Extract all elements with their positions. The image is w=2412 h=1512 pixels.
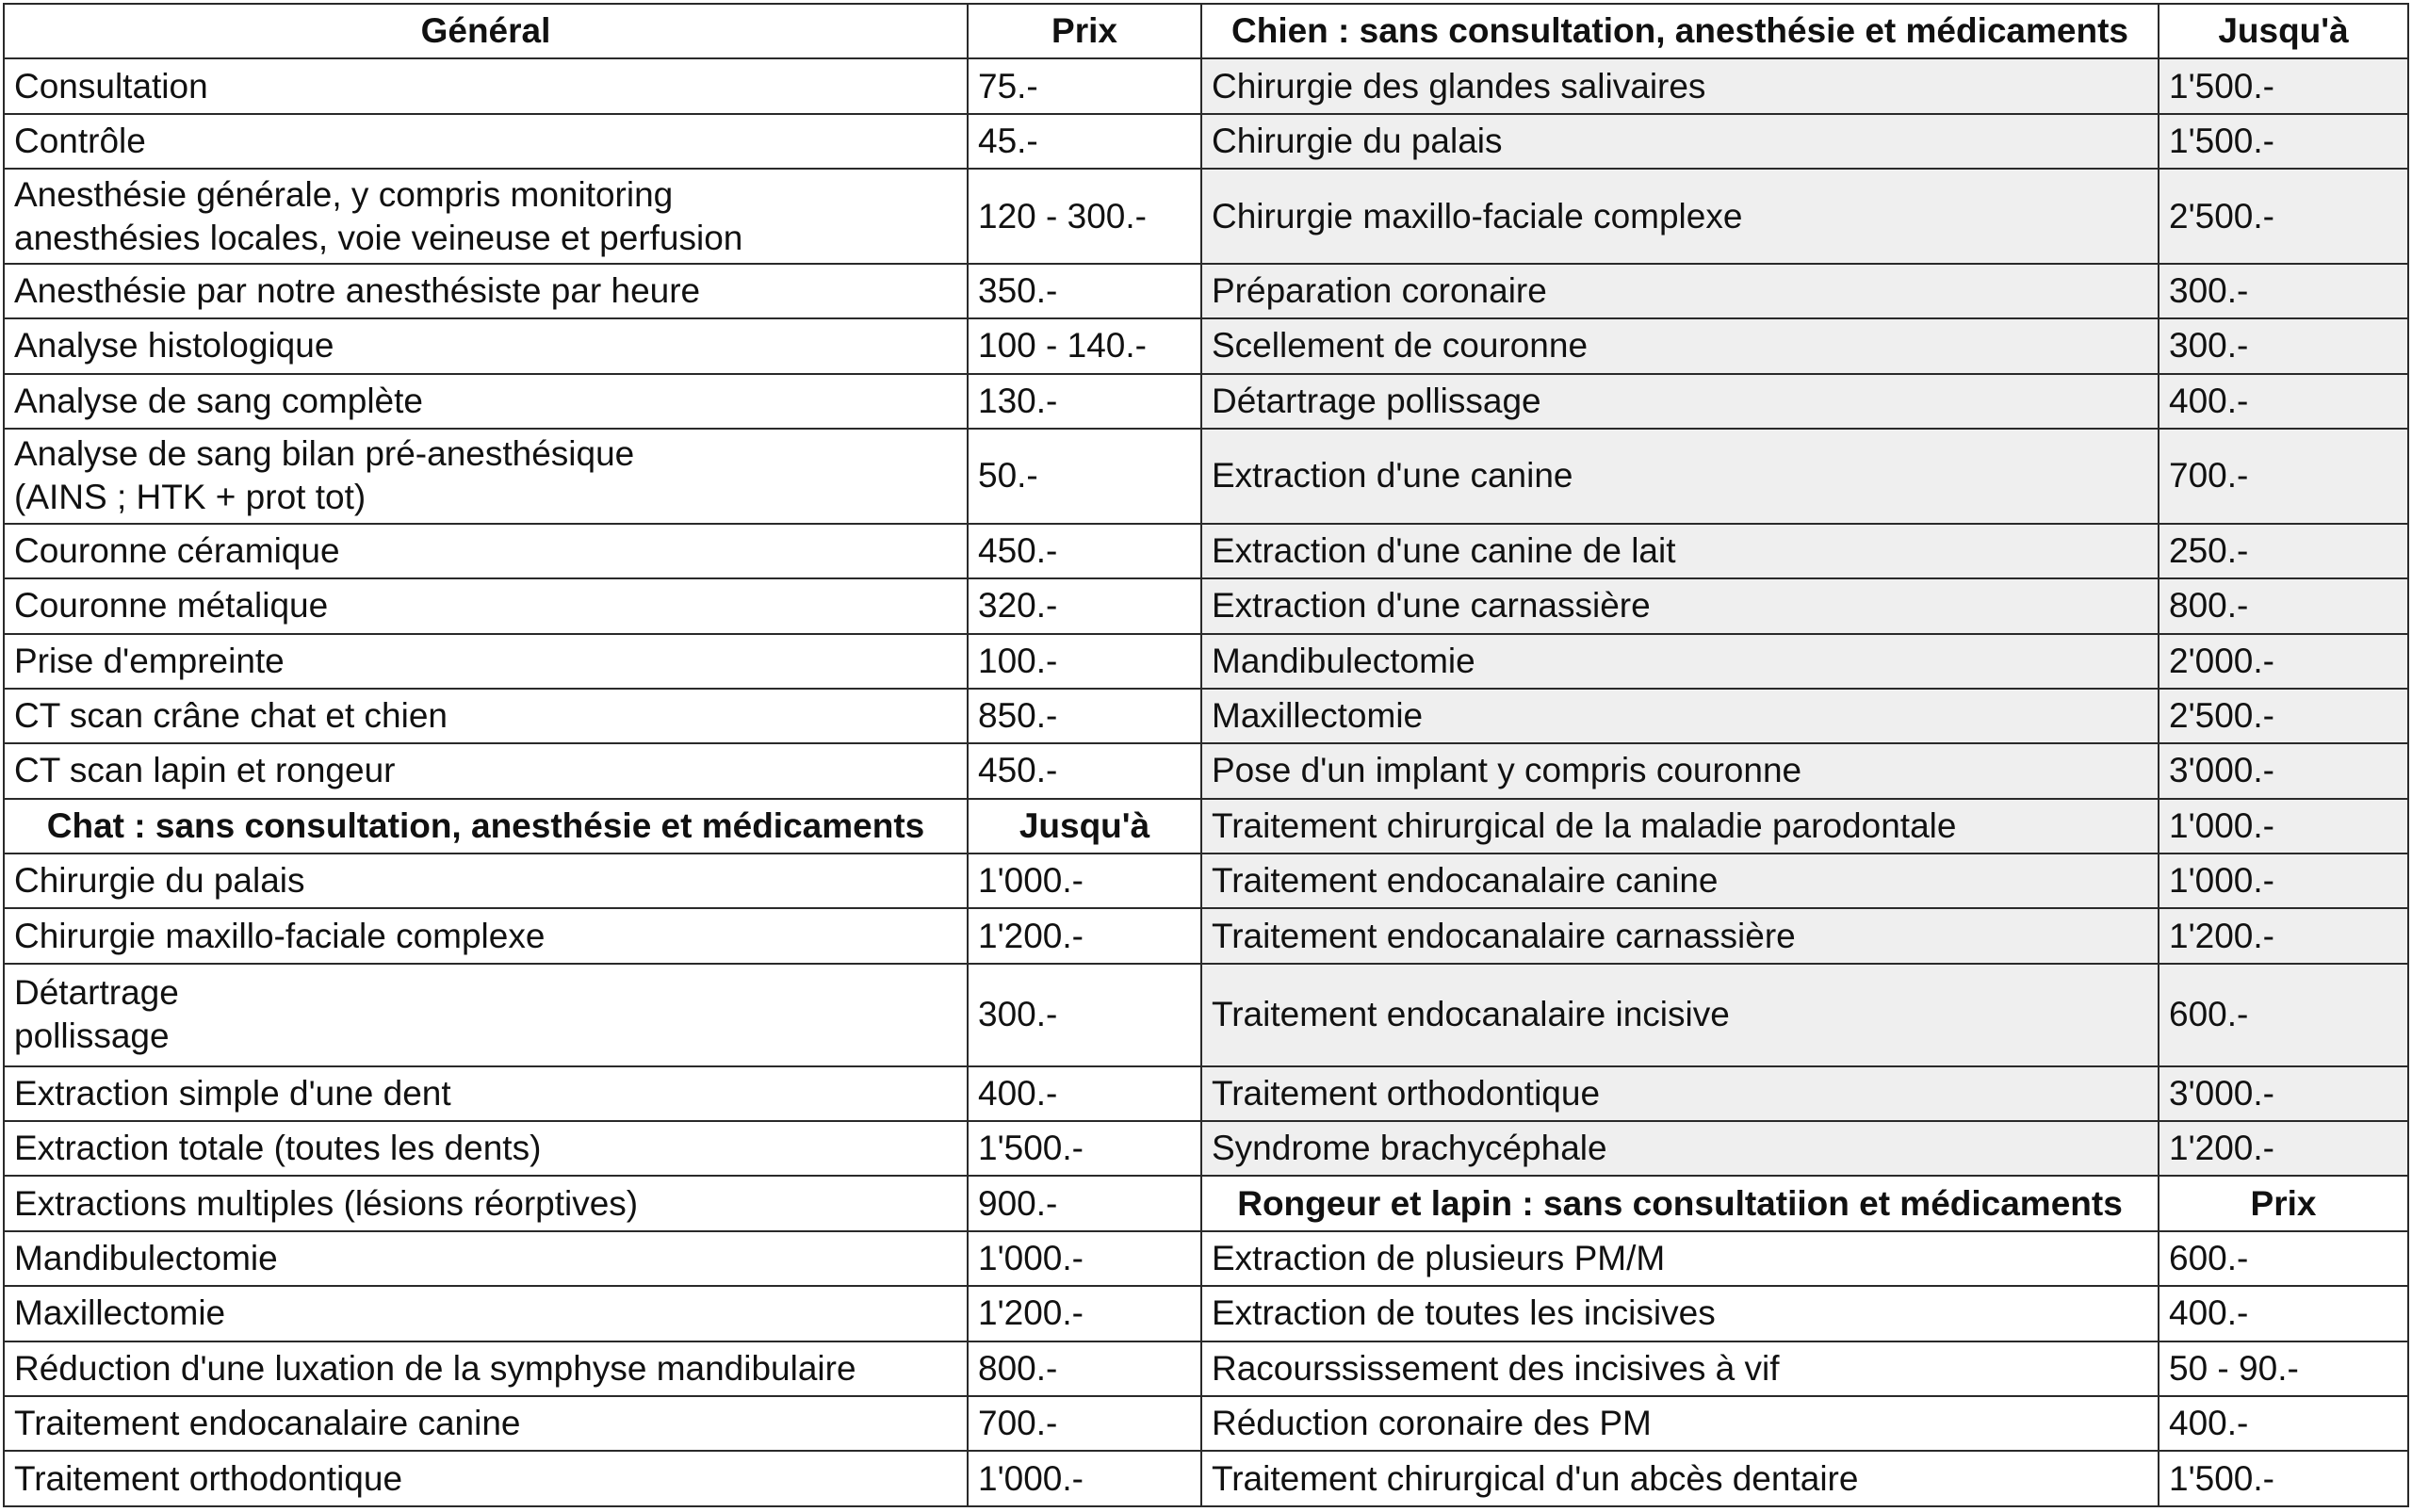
right-service-cell: Syndrome brachycéphale bbox=[1201, 1121, 2159, 1176]
left-price-cell: 100.- bbox=[968, 634, 1201, 689]
right-service-cell: Traitement endocanalaire incisive bbox=[1201, 964, 2159, 1066]
left-service-cell: Couronne métalique bbox=[4, 578, 968, 633]
left-price-cell: 1'000.- bbox=[968, 854, 1201, 908]
left-price-cell: 450.- bbox=[968, 524, 1201, 578]
right-price-cell: 400.- bbox=[2159, 1286, 2408, 1341]
left-service-cell: Chirurgie du palais bbox=[4, 854, 968, 908]
table-row bbox=[4, 578, 2408, 633]
left-service-cell: Extractions multiples (lésions réorptives) bbox=[4, 1176, 968, 1230]
right-service-cell: Traitement chirurgical d'un abcès dentaire bbox=[1201, 1451, 2159, 1506]
left-price-cell: 350.- bbox=[968, 264, 1201, 318]
right-service-cell: Extraction de plusieurs PM/M bbox=[1201, 1231, 2159, 1286]
right-service-cell: Chirurgie du palais bbox=[1201, 114, 2159, 169]
right-section-header: Chien : sans consultation, anesthésie et médicaments bbox=[1201, 4, 2159, 58]
left-service-cell: Chirurgie maxillo-faciale complexe bbox=[4, 908, 968, 963]
table-row bbox=[4, 1176, 2408, 1230]
left-price-cell: 120 - 300.- bbox=[968, 169, 1201, 264]
left-service-cell: Couronne céramique bbox=[4, 524, 968, 578]
right-service-cell: Traitement endocanalaire canine bbox=[1201, 854, 2159, 908]
left-price-column-header: Jusqu'à bbox=[968, 799, 1201, 854]
right-price-cell: 600.- bbox=[2159, 1231, 2408, 1286]
table-row bbox=[4, 169, 2408, 264]
right-service-cell: Chirurgie maxillo-faciale complexe bbox=[1201, 169, 2159, 264]
table-row bbox=[4, 854, 2408, 908]
table-row bbox=[4, 1286, 2408, 1341]
left-price-cell: 130.- bbox=[968, 374, 1201, 429]
left-service-cell: Détartrage pollissage bbox=[4, 964, 968, 1066]
left-price-cell: 1'000.- bbox=[968, 1231, 1201, 1286]
table-row bbox=[4, 1396, 2408, 1451]
right-price-cell: 1'500.- bbox=[2159, 58, 2408, 113]
right-price-cell: 1'200.- bbox=[2159, 1121, 2408, 1176]
right-service-cell: Extraction d'une carnassière bbox=[1201, 578, 2159, 633]
left-service-cell: Extraction totale (toutes les dents) bbox=[4, 1121, 968, 1176]
right-price-column-header: Prix bbox=[2159, 1176, 2408, 1230]
right-price-cell: 1'000.- bbox=[2159, 854, 2408, 908]
left-price-cell: 75.- bbox=[968, 58, 1201, 113]
left-service-cell: Prise d'empreinte bbox=[4, 634, 968, 689]
right-price-cell: 2'000.- bbox=[2159, 634, 2408, 689]
right-price-cell: 600.- bbox=[2159, 964, 2408, 1066]
table-row bbox=[4, 4, 2408, 58]
left-service-cell: Analyse de sang bilan pré-anesthésique (AINS ; HTK + prot tot) bbox=[4, 429, 968, 524]
right-price-cell: 2'500.- bbox=[2159, 689, 2408, 743]
left-price-cell: 320.- bbox=[968, 578, 1201, 633]
left-price-cell: 45.- bbox=[968, 114, 1201, 169]
table-row bbox=[4, 1451, 2408, 1506]
right-section-header: Rongeur et lapin : sans consultatiion et médicaments bbox=[1201, 1176, 2159, 1230]
left-price-cell: 1'000.- bbox=[968, 1451, 1201, 1506]
table-row bbox=[4, 264, 2408, 318]
table-row bbox=[4, 318, 2408, 373]
table-row bbox=[4, 114, 2408, 169]
left-service-cell: Anesthésie générale, y compris monitoring anesthésies locales, voie veineuse et perfusion bbox=[4, 169, 968, 264]
right-service-cell: Extraction de toutes les incisives bbox=[1201, 1286, 2159, 1341]
price-table bbox=[3, 3, 2409, 1507]
right-price-cell: 50 - 90.- bbox=[2159, 1341, 2408, 1396]
table-row bbox=[4, 524, 2408, 578]
left-service-cell: Mandibulectomie bbox=[4, 1231, 968, 1286]
right-price-column-header: Jusqu'à bbox=[2159, 4, 2408, 58]
table-row bbox=[4, 1231, 2408, 1286]
right-service-cell: Traitement endocanalaire carnassière bbox=[1201, 908, 2159, 963]
table-row bbox=[4, 634, 2408, 689]
left-service-cell: Traitement endocanalaire canine bbox=[4, 1396, 968, 1451]
left-service-cell: Extraction simple d'une dent bbox=[4, 1066, 968, 1121]
left-service-cell: CT scan lapin et rongeur bbox=[4, 743, 968, 798]
left-service-cell: Contrôle bbox=[4, 114, 968, 169]
right-price-cell: 300.- bbox=[2159, 264, 2408, 318]
left-price-cell: 1'200.- bbox=[968, 908, 1201, 963]
right-price-cell: 300.- bbox=[2159, 318, 2408, 373]
left-service-cell: Analyse de sang complète bbox=[4, 374, 968, 429]
right-service-cell: Extraction d'une canine de lait bbox=[1201, 524, 2159, 578]
table-row bbox=[4, 689, 2408, 743]
table-row bbox=[4, 743, 2408, 798]
right-service-cell: Scellement de couronne bbox=[1201, 318, 2159, 373]
right-price-cell: 800.- bbox=[2159, 578, 2408, 633]
left-service-cell: Réduction d'une luxation de la symphyse mandibulaire bbox=[4, 1341, 968, 1396]
table-row bbox=[4, 908, 2408, 963]
right-service-cell: Préparation coronaire bbox=[1201, 264, 2159, 318]
right-price-cell: 3'000.- bbox=[2159, 1066, 2408, 1121]
table-row bbox=[4, 58, 2408, 113]
left-service-cell: Consultation bbox=[4, 58, 968, 113]
left-price-cell: 450.- bbox=[968, 743, 1201, 798]
left-service-cell: Anesthésie par notre anesthésiste par heure bbox=[4, 264, 968, 318]
right-price-cell: 700.- bbox=[2159, 429, 2408, 524]
right-service-cell: Pose d'un implant y compris couronne bbox=[1201, 743, 2159, 798]
left-price-cell: 300.- bbox=[968, 964, 1201, 1066]
right-service-cell: Extraction d'une canine bbox=[1201, 429, 2159, 524]
left-section-header: Chat : sans consultation, anesthésie et médicaments bbox=[4, 799, 968, 854]
left-price-cell: 800.- bbox=[968, 1341, 1201, 1396]
left-section-header: Général bbox=[4, 4, 968, 58]
left-price-cell: 700.- bbox=[968, 1396, 1201, 1451]
left-price-cell: 850.- bbox=[968, 689, 1201, 743]
left-price-cell: 50.- bbox=[968, 429, 1201, 524]
table-row bbox=[4, 1341, 2408, 1396]
right-price-cell: 400.- bbox=[2159, 1396, 2408, 1451]
table-row bbox=[4, 1066, 2408, 1121]
price-table-body bbox=[4, 4, 2408, 1506]
left-price-cell: 900.- bbox=[968, 1176, 1201, 1230]
right-price-cell: 2'500.- bbox=[2159, 169, 2408, 264]
right-service-cell: Traitement orthodontique bbox=[1201, 1066, 2159, 1121]
right-service-cell: Chirurgie des glandes salivaires bbox=[1201, 58, 2159, 113]
left-price-cell: 1'200.- bbox=[968, 1286, 1201, 1341]
table-row bbox=[4, 374, 2408, 429]
right-price-cell: 1'500.- bbox=[2159, 114, 2408, 169]
right-service-cell: Réduction coronaire des PM bbox=[1201, 1396, 2159, 1451]
table-row bbox=[4, 1121, 2408, 1176]
right-service-cell: Traitement chirurgical de la maladie parodontale bbox=[1201, 799, 2159, 854]
right-price-cell: 1'500.- bbox=[2159, 1451, 2408, 1506]
right-price-cell: 1'000.- bbox=[2159, 799, 2408, 854]
table-row bbox=[4, 964, 2408, 1066]
table-row bbox=[4, 799, 2408, 854]
table-row bbox=[4, 429, 2408, 524]
right-service-cell: Mandibulectomie bbox=[1201, 634, 2159, 689]
right-service-cell: Maxillectomie bbox=[1201, 689, 2159, 743]
left-service-cell: CT scan crâne chat et chien bbox=[4, 689, 968, 743]
right-service-cell: Détartrage pollissage bbox=[1201, 374, 2159, 429]
right-price-cell: 400.- bbox=[2159, 374, 2408, 429]
left-price-cell: 1'500.- bbox=[968, 1121, 1201, 1176]
right-price-cell: 250.- bbox=[2159, 524, 2408, 578]
right-price-cell: 1'200.- bbox=[2159, 908, 2408, 963]
left-service-cell: Traitement orthodontique bbox=[4, 1451, 968, 1506]
left-price-cell: 100 - 140.- bbox=[968, 318, 1201, 373]
left-service-cell: Maxillectomie bbox=[4, 1286, 968, 1341]
left-price-column-header: Prix bbox=[968, 4, 1201, 58]
right-price-cell: 3'000.- bbox=[2159, 743, 2408, 798]
right-service-cell: Racourssissement des incisives à vif bbox=[1201, 1341, 2159, 1396]
left-service-cell: Analyse histologique bbox=[4, 318, 968, 373]
left-price-cell: 400.- bbox=[968, 1066, 1201, 1121]
